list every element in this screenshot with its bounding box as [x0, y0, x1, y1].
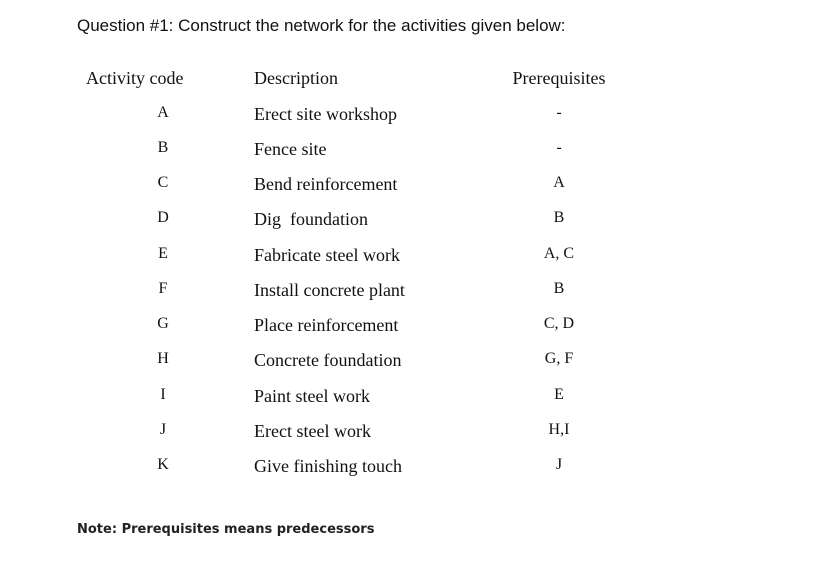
activity-code-cell: C [157, 174, 169, 191]
prerequisites-cell: E [554, 386, 564, 403]
activity-code-cell: D [157, 209, 169, 226]
prerequisites-cell: H,I [548, 421, 570, 438]
prerequisites-cell: B [553, 280, 565, 297]
header-activity-code: Activity code [86, 68, 184, 88]
table-row [0, 174, 817, 204]
description-cell: Bend reinforcement [254, 174, 398, 194]
prerequisites-cell: - [556, 139, 562, 156]
question-title: Question #1: Construct the network for the activities given below: [77, 16, 566, 35]
description-cell: Install concrete plant [254, 280, 405, 300]
prerequisites-cell: G, F [544, 350, 574, 367]
activity-code-cell: A [157, 104, 169, 121]
description-cell: Dig foundation [254, 209, 368, 229]
description-cell: Concrete foundation [254, 350, 402, 370]
description-cell: Give finishing touch [254, 456, 402, 476]
description-cell: Fence site [254, 139, 327, 159]
activity-code-cell: G [157, 315, 169, 332]
prerequisites-cell: A [553, 174, 565, 191]
prerequisites-cell: B [553, 209, 565, 226]
description-cell: Place reinforcement [254, 315, 399, 335]
header-description: Description [254, 68, 338, 88]
header-prerequisites: Prerequisites [512, 68, 606, 88]
activity-code-cell: I [160, 386, 166, 403]
table-row [0, 245, 817, 275]
table-row [0, 456, 817, 486]
description-cell: Fabricate steel work [254, 245, 400, 265]
table-row [0, 421, 817, 451]
table-row [0, 386, 817, 416]
table-row [0, 280, 817, 310]
activity-code-cell: F [158, 280, 168, 297]
footnote: Note: Prerequisites means predecessors [77, 522, 375, 537]
table-row [0, 315, 817, 345]
table-row [0, 350, 817, 380]
table-row [0, 209, 817, 239]
activity-code-cell: K [157, 456, 169, 473]
activity-code-cell: B [157, 139, 169, 156]
activity-code-cell: E [158, 245, 168, 262]
description-cell: Erect site workshop [254, 104, 397, 124]
prerequisites-cell: J [555, 456, 563, 473]
description-cell: Paint steel work [254, 386, 370, 406]
description-cell: Erect steel work [254, 421, 371, 441]
activity-code-cell: J [159, 421, 167, 438]
activity-code-cell: H [157, 350, 169, 367]
table-row [0, 104, 817, 134]
table-row [0, 139, 817, 169]
prerequisites-cell: A, C [543, 245, 575, 262]
prerequisites-cell: C, D [543, 315, 575, 332]
prerequisites-cell: - [556, 104, 562, 121]
